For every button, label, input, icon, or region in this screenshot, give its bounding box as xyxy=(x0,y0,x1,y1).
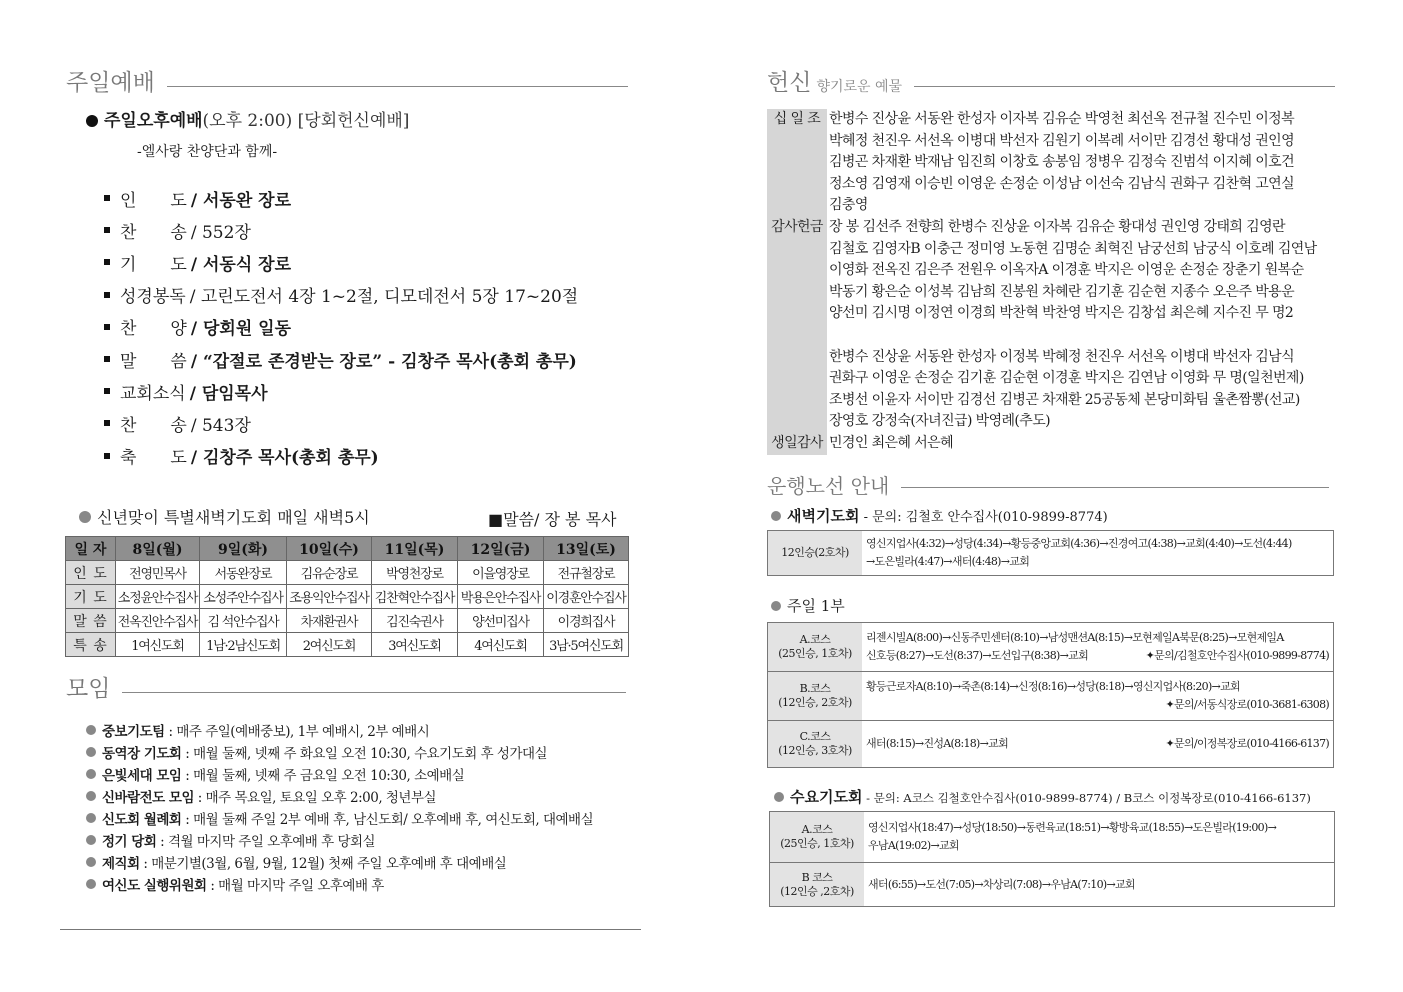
offering-label-text: 생일감사 xyxy=(771,434,823,451)
meeting-desc: : 매월 둘째, 넷째 주 화요일 오전 10:30, 수요기도회 후 성가대실 xyxy=(181,746,548,762)
meetings-list xyxy=(86,719,593,895)
route-line xyxy=(866,678,1329,696)
meeting-desc: : 격월 마지막 주일 오후예배 후 당회실 xyxy=(156,834,376,850)
route-row xyxy=(768,531,1333,575)
route-path: 영신지업사(4:32)→성당(4:34)→황등중앙교회(4:36)→진경여고(4:38)→교회(4:40)→도선(4:44) xyxy=(866,537,1292,550)
meeting-name: 신도회 월례회 xyxy=(102,812,182,828)
wed-bus-contact: - 문의: A코스 김철호안수집사(010-9899-8774) / B코스 이정복장로(010-4166-6137) xyxy=(862,791,1311,805)
route-label-text: (12인승, 3호차) xyxy=(778,744,852,757)
table-cell: 1여신도회 xyxy=(116,633,200,657)
order-label: 찬 송 xyxy=(120,415,187,436)
offering-section-header xyxy=(767,72,1335,95)
table-cell: 3여신도회 xyxy=(372,633,458,657)
list-item xyxy=(86,741,593,763)
square-bullet-icon xyxy=(104,195,110,201)
gray-dot-icon xyxy=(771,511,781,521)
order-value: / 김창주 목사(총회 총무) xyxy=(190,448,379,469)
offering-row xyxy=(767,433,1340,455)
route-stops xyxy=(862,721,1333,767)
offering-names-line: 민경인 최은혜 서은혜 xyxy=(829,434,954,451)
table-header-cell: 12일(금) xyxy=(458,537,544,561)
route-stops xyxy=(862,672,1333,720)
dawn-bus-heading xyxy=(771,505,1108,526)
order-value: / 552장 xyxy=(190,222,251,243)
gray-dot-icon xyxy=(86,747,96,757)
list-item xyxy=(86,719,593,741)
offering-names-line: 김병곤 차재환 박재남 임진희 이창호 송봉임 정병우 김정숙 진범석 이지혜 이호건 xyxy=(829,154,1294,171)
route-label xyxy=(768,672,862,720)
table-cell: 박용은안수집사 xyxy=(458,585,544,609)
route-row xyxy=(770,812,1334,863)
offering-label xyxy=(767,433,827,455)
table-header-cell: 일 자 xyxy=(66,537,116,561)
table-cell: 소성주안수집사 xyxy=(200,585,287,609)
afternoon-service-heading xyxy=(86,106,409,131)
table-row xyxy=(66,561,629,585)
route-label-text: (12인승 ,2호차) xyxy=(780,884,854,898)
offering-names-line: 김철호 김영자B 이충근 정미영 노동현 김명순 최혁진 남궁선희 남궁식 이호례 김연남 xyxy=(829,240,1317,257)
meeting-name: 제직회 xyxy=(102,856,140,872)
meeting-desc: : 매주 목요일, 토요일 오후 2:00, 청년부실 xyxy=(194,790,437,806)
offering-names-line: 한병수 진상윤 서동완 한성자 이정복 박혜정 천진우 서선옥 이병대 박선자 김남식 xyxy=(829,348,1294,365)
table-cell: 김진숙권사 xyxy=(372,609,458,633)
offering-names-line xyxy=(829,325,1340,347)
offering-names-line: 박혜정 천진우 서선옥 이병대 박선자 김원기 이복례 서이만 김경선 황대성 권인영 xyxy=(829,132,1294,149)
table-cell: 이경훈안수집사 xyxy=(544,585,629,609)
order-label: 교회소식 xyxy=(120,383,186,404)
worship-order-item xyxy=(104,407,624,439)
dawn-prayer-title: 신년맞이 특별새벽기도회 매일 새벽5시 xyxy=(97,508,370,527)
worship-order-item xyxy=(104,375,624,407)
dawn-bus-table xyxy=(767,530,1334,576)
table-cell: 박영천장로 xyxy=(372,561,458,585)
wed-bus-table xyxy=(769,811,1335,907)
meeting-desc: : 매월 마지막 주일 오후예배 후 xyxy=(206,878,384,894)
gray-dot-icon xyxy=(771,601,781,611)
worship-order-item xyxy=(104,214,624,246)
order-label: 인 도 xyxy=(120,190,187,211)
gray-dot-icon xyxy=(86,835,96,845)
order-value: / 담임목사 xyxy=(189,383,268,404)
routes-section-header xyxy=(767,476,1329,496)
offering-row xyxy=(767,109,1340,217)
list-item xyxy=(86,829,593,851)
route-line xyxy=(868,876,1330,894)
section-divider xyxy=(122,692,626,693)
offering-subtitle: 향기로운 예물 xyxy=(816,79,903,95)
meeting-desc: : 매주 주일(예배중보), 1부 예배시, 2부 예배시 xyxy=(164,724,430,740)
table-cell: 이을영장로 xyxy=(458,561,544,585)
meeting-name: 여신도 실행위원회 xyxy=(102,878,207,894)
order-value: / 당회원 일동 xyxy=(190,319,292,340)
route-contact: ✦문의/서동식장로(010-3681-6308) xyxy=(1165,698,1329,711)
route-line xyxy=(868,837,1330,855)
table-cell: 소정윤안수집사 xyxy=(116,585,200,609)
worship-order-list xyxy=(104,182,624,472)
route-label xyxy=(770,812,864,862)
meeting-name: 중보기도팀 xyxy=(102,724,165,740)
table-row xyxy=(66,609,629,633)
table-cell: 서동완장로 xyxy=(200,561,287,585)
list-item xyxy=(86,785,593,807)
order-value: / 서동완 장로 xyxy=(190,190,292,211)
list-item xyxy=(86,763,593,785)
dawn-prayer-heading xyxy=(79,505,370,528)
route-label xyxy=(768,623,862,671)
offering-names-line: 장영호 강정숙(자녀진급) 박영례(추도) xyxy=(829,413,1051,430)
table-row-header: 말 씀 xyxy=(66,609,116,633)
offering-title: 헌신 xyxy=(767,70,812,96)
offering-label-text: 십 일 조 xyxy=(773,111,821,127)
route-path: 새터(6:55)→도선(7:05)→차상리(7:08)→우남A(7:10)→교회 xyxy=(868,877,1135,891)
table-row xyxy=(66,585,629,609)
square-bullet-icon xyxy=(104,388,110,394)
route-path: 리젠시빌A(8:00)→신동주민센터(8:10)→남성맨션A(8:15)→모현제일A북문(8:25)→모현제일A xyxy=(866,631,1284,644)
routes-title: 운행노선 안내 xyxy=(767,474,890,498)
sunday-bus-heading xyxy=(771,595,845,616)
route-label-text: C.코스 xyxy=(799,730,831,743)
route-label xyxy=(768,721,862,767)
sunday-bus-title: 주일 1부 xyxy=(787,597,845,615)
offering-names-line: 양선미 김시명 이정연 이경희 박찬혁 박찬영 박지은 김창섭 최은혜 지수진 무 명2 xyxy=(829,305,1294,322)
meetings-title: 모임 xyxy=(66,676,111,702)
offering-list xyxy=(767,109,1340,455)
meeting-name: 신바람전도 모임 xyxy=(102,790,194,806)
route-line xyxy=(866,735,1329,753)
route-contact: ✦문의/김철호안수집사(010-9899-8774) xyxy=(1145,649,1329,662)
meeting-name: 동역장 기도회 xyxy=(102,746,182,762)
afternoon-service-subtitle: -엘사랑 찬양단과 함께- xyxy=(137,144,278,160)
worship-order-item xyxy=(104,440,624,472)
wed-bus-heading xyxy=(774,786,1311,807)
square-bullet-icon xyxy=(104,324,110,330)
order-label: 찬 양 xyxy=(120,319,187,340)
table-cell: 김유순장로 xyxy=(287,561,372,585)
worship-order-item xyxy=(104,182,624,214)
gray-dot-icon xyxy=(86,791,96,801)
dawn-prayer-speaker: ■말씀/ 장 봉 목사 xyxy=(488,510,617,529)
offering-label xyxy=(767,217,827,433)
table-header-cell: 11일(목) xyxy=(372,537,458,561)
afternoon-service-time: (오후 2:00) [당회헌신예배] xyxy=(202,111,410,131)
section-divider xyxy=(914,86,1335,87)
route-label-text: A.코스 xyxy=(801,823,833,836)
route-line xyxy=(866,696,1329,714)
dawn-prayer-table xyxy=(65,536,629,657)
route-path: 우남A(19:02)→교회 xyxy=(868,839,959,852)
table-cell: 조용익안수집사 xyxy=(287,585,372,609)
gray-dot-icon xyxy=(86,857,96,867)
route-label-text: 12인승(2호차) xyxy=(781,546,849,559)
route-stops xyxy=(862,531,1333,575)
table-row-header: 기 도 xyxy=(66,585,116,609)
offering-names xyxy=(827,109,1340,217)
worship-order-item xyxy=(104,246,624,278)
route-stops xyxy=(864,863,1334,906)
table-header-row xyxy=(66,537,629,561)
table-cell: 김찬혁안수집사 xyxy=(372,585,458,609)
gray-dot-icon xyxy=(86,769,96,779)
route-line xyxy=(866,535,1329,553)
meeting-desc: : 매분기별(3월, 6월, 9월, 12월) 첫째 주일 오후예배 후 대예배실 xyxy=(139,856,507,872)
table-cell: 3남·5여신도회 xyxy=(544,633,629,657)
sunday-bus-table xyxy=(767,622,1334,768)
table-cell: 1남·2남신도회 xyxy=(200,633,287,657)
offering-names-line: 장 봉 김선주 전향희 한병수 진상윤 이자복 김유순 황대성 권인영 강태희 김영란 xyxy=(829,218,1285,235)
table-cell: 전규철장로 xyxy=(544,561,629,585)
offering-names-line: 김충영 xyxy=(829,197,868,214)
table-row-header: 인 도 xyxy=(66,561,116,585)
route-path: 영신지업사(18:47)→성당(18:50)→동련육교(18:51)→황방육교(18:55)→도은빌라(19:00)→ xyxy=(868,821,1277,834)
dawn-bus-contact: - 문의: 김철호 안수집사(010-9899-8774) xyxy=(859,510,1108,525)
square-bullet-icon xyxy=(104,453,110,459)
worship-order-item xyxy=(104,343,624,375)
meeting-name: 은빛세대 모임 xyxy=(102,768,182,784)
order-value: / 서동식 장로 xyxy=(190,254,292,275)
route-label xyxy=(768,531,862,575)
worship-order-item xyxy=(104,279,624,311)
black-dot-icon xyxy=(86,115,98,127)
gray-dot-icon xyxy=(86,725,96,735)
route-label-text: A.코스 xyxy=(799,633,831,646)
gray-dot-icon xyxy=(86,879,96,889)
square-bullet-icon xyxy=(104,356,110,362)
table-cell: 전영민목사 xyxy=(116,561,200,585)
meeting-desc: : 매월 둘째 주일 2부 예배 후, 남신도회/ 오후예배 후, 여신도회, 대예배실 xyxy=(181,812,594,828)
table-cell: 양선미집사 xyxy=(458,609,544,633)
route-label-text: (12인승, 2호차) xyxy=(778,696,852,709)
route-line xyxy=(866,629,1329,647)
order-label: 축 도 xyxy=(120,448,187,469)
route-row xyxy=(770,863,1334,906)
route-row xyxy=(768,672,1333,721)
route-label xyxy=(770,863,864,906)
offering-names xyxy=(827,433,1340,455)
meeting-desc: : 매월 둘째, 넷째 주 금요일 오전 10:30, 소예배실 xyxy=(181,768,465,784)
offering-row xyxy=(767,217,1340,433)
afternoon-service-title: 주일오후예배 xyxy=(104,111,203,131)
order-label: 말 씀 xyxy=(120,351,187,372)
table-cell: 4여신도회 xyxy=(458,633,544,657)
meetings-section-header xyxy=(66,678,626,701)
worship-section-header xyxy=(66,72,628,95)
table-cell: 이경희집사 xyxy=(544,609,629,633)
route-line xyxy=(866,553,1329,571)
gray-dot-icon xyxy=(774,792,784,802)
route-row xyxy=(768,623,1333,672)
route-path: 새터(8:15)→진성A(8:18)→교회 xyxy=(866,737,1009,750)
route-contact: ✦문의/이정복장로(010-4166-6137) xyxy=(1165,737,1329,750)
order-value: / “갑절로 존경받는 장로” - 김창주 목사(총회 총무) xyxy=(190,351,577,372)
list-item xyxy=(86,851,593,873)
route-line xyxy=(866,647,1329,665)
wed-bus-title: 수요기도회 xyxy=(790,788,863,806)
route-path: 신호등(8:27)→도선(8:37)→도선입구(8:38)→교회 xyxy=(866,649,1088,662)
gray-dot-icon xyxy=(86,813,96,823)
order-value: / 고린도전서 4장 1~2절, 디모데전서 5장 17~20절 xyxy=(189,287,579,308)
order-label: 찬 송 xyxy=(120,222,187,243)
route-stops xyxy=(864,812,1334,862)
section-divider xyxy=(901,487,1329,488)
square-bullet-icon xyxy=(104,227,110,233)
order-value: / 543장 xyxy=(190,415,251,436)
route-line xyxy=(868,819,1330,837)
offering-names-line: 박동기 황은순 이성복 김남희 진봉원 차혜란 김기훈 김순현 지종수 오은주 박용운 xyxy=(829,283,1294,300)
table-cell: 전옥진안수집사 xyxy=(116,609,200,633)
section-divider xyxy=(167,86,628,87)
route-path: →도은빌라(4:47)→새터(4:48)→교회 xyxy=(866,555,1030,568)
offering-label xyxy=(767,109,827,217)
order-label: 성경봉독 xyxy=(120,287,186,308)
offering-names-line: 한병수 진상윤 서동완 한성자 이자복 김유순 박영천 최선옥 전규철 진수민 이정복 xyxy=(829,111,1294,127)
route-label-text: (25인승, 1호차) xyxy=(778,647,852,660)
square-bullet-icon xyxy=(104,292,110,298)
offering-names xyxy=(827,217,1340,433)
table-row-header: 특 송 xyxy=(66,633,116,657)
offering-names-line: 권화구 이영운 손정순 김기훈 김순현 이경훈 박지은 김연남 이영화 무 명(일천번제) xyxy=(829,370,1304,387)
route-label-text: B.코스 xyxy=(799,682,831,695)
list-item xyxy=(86,807,593,829)
meeting-name: 정기 당회 xyxy=(102,834,157,850)
route-path: 황등근로자A(8:10)→죽촌(8:14)→신정(8:16)→성당(8:18)→영신지업사(8:20)→교회 xyxy=(866,680,1240,693)
offering-label-text: 감사헌금 xyxy=(771,218,823,235)
route-label-text: B 코스 xyxy=(801,870,833,884)
square-bullet-icon xyxy=(104,259,110,265)
table-row xyxy=(66,633,629,657)
route-row xyxy=(768,721,1333,767)
offering-names-line: 이영화 전옥진 김은주 전원우 이옥자A 이경훈 박지은 이영운 손정순 장춘기 원복순 xyxy=(829,262,1304,279)
dawn-bus-title: 새벽기도회 xyxy=(787,507,860,525)
table-cell: 김 석안수집사 xyxy=(200,609,287,633)
table-cell: 2여신도회 xyxy=(287,633,372,657)
route-stops xyxy=(862,623,1333,671)
route-label-text: (25인승, 1호차) xyxy=(780,837,854,850)
offering-names-line: 정소영 김영재 이승빈 이영운 손정순 이성남 이선숙 김남식 권화구 김찬혁 고연실 xyxy=(829,175,1294,192)
table-header-cell: 8일(월) xyxy=(116,537,200,561)
worship-order-item xyxy=(104,311,624,343)
table-cell: 차재환권사 xyxy=(287,609,372,633)
gray-dot-icon xyxy=(79,511,91,523)
square-bullet-icon xyxy=(104,420,110,426)
list-item xyxy=(86,873,593,895)
table-header-cell: 10일(수) xyxy=(287,537,372,561)
table-header-cell: 13일(토) xyxy=(544,537,629,561)
order-label: 기 도 xyxy=(120,254,187,275)
bottom-divider xyxy=(60,929,641,930)
worship-title: 주일예배 xyxy=(66,70,155,96)
table-header-cell: 9일(화) xyxy=(200,537,287,561)
offering-names-line: 조병선 이윤자 서이만 김경선 김병곤 차재환 25공동체 본당미화팀 울촌짬뽕(선교) xyxy=(829,391,1300,408)
